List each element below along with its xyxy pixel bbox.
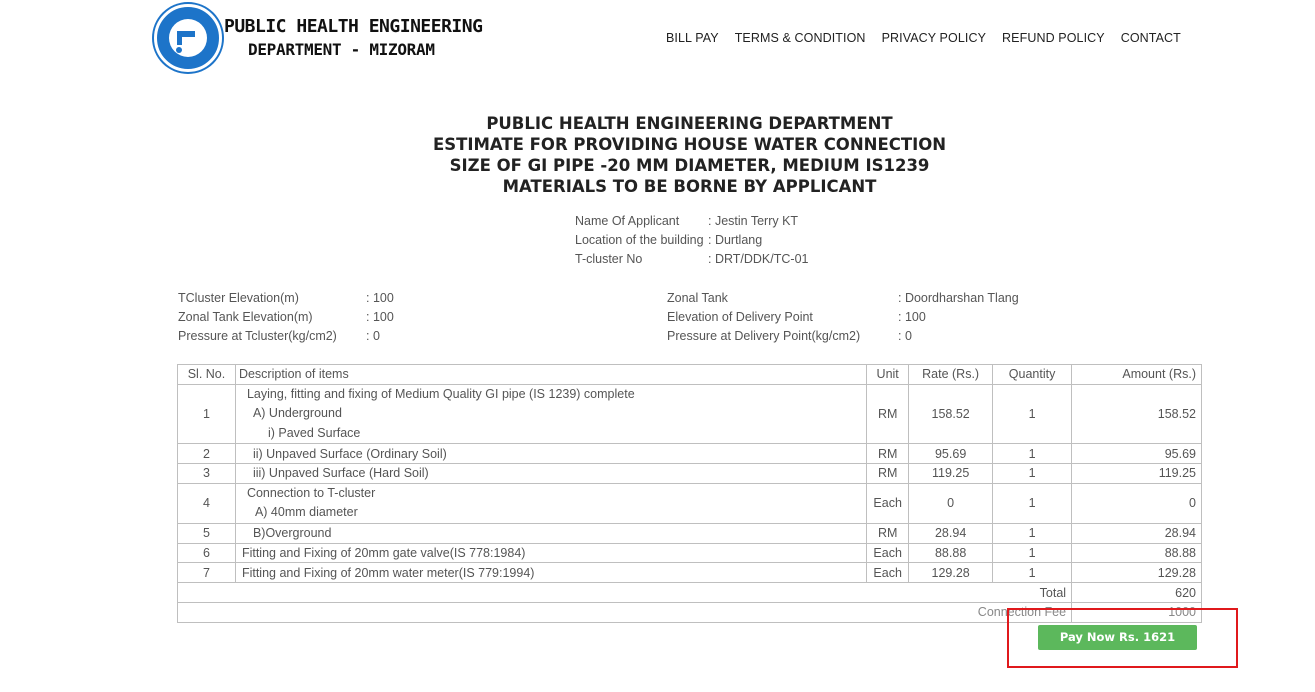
cell-description: Fitting and Fixing of 20mm gate valve(IS 778:1984): [235, 543, 866, 563]
desc-line: Laying, fitting and fixing of Medium Quality GI pipe (IS 1239) complete: [246, 386, 635, 401]
zonal-tank-label: Zonal Tank: [667, 291, 728, 305]
title-line-3: SIZE OF GI PIPE -20 MM DIAMETER, MEDIUM IS1239: [449, 156, 930, 175]
pay-now-button[interactable]: Pay Now Rs. 1621: [1038, 625, 1197, 650]
zonal-tank-elevation-label: Zonal Tank Elevation(m): [178, 310, 313, 324]
nav-contact[interactable]: CONTACT: [1120, 31, 1181, 45]
col-rate: Rate (Rs.): [909, 365, 993, 385]
table-row: [178, 464, 1202, 484]
location-value: : Durtlang: [708, 233, 763, 247]
estimate-table: [177, 364, 1202, 623]
cell-quantity: 1: [993, 483, 1072, 523]
nav-refund[interactable]: REFUND POLICY: [1002, 31, 1105, 45]
cell-amount: 0: [1072, 483, 1202, 523]
cell-sl: 7: [178, 563, 236, 583]
table-row: [178, 384, 1202, 444]
delivery-elevation-value: : 100: [898, 310, 926, 324]
cell-sl: 3: [178, 464, 236, 484]
title-line-4: MATERIALS TO BE BORNE BY APPLICANT: [502, 177, 877, 196]
cell-sl: 4: [178, 483, 236, 523]
location-label: Location of the building: [575, 233, 704, 247]
cell-sl: 1: [178, 384, 236, 444]
estimate-title: [0, 113, 1315, 197]
cell-unit: Each: [867, 543, 909, 563]
zonal-tank-value: : Doordharshan Tlang: [898, 291, 1019, 305]
phed-seal-icon: [154, 4, 222, 72]
cell-rate: 28.94: [909, 523, 993, 543]
cell-quantity: 1: [993, 464, 1072, 484]
cell-sl: 5: [178, 523, 236, 543]
cell-unit: Each: [867, 563, 909, 583]
cell-description: ii) Unpaved Surface (Ordinary Soil): [235, 444, 866, 464]
cell-quantity: 1: [993, 563, 1072, 583]
cell-description: Fitting and Fixing of 20mm water meter(IS 779:1994): [235, 563, 866, 583]
table-row: [178, 543, 1202, 563]
nav-terms[interactable]: TERMS & CONDITION: [734, 31, 866, 45]
delivery-pressure-value: : 0: [898, 329, 912, 343]
cell-description: iii) Unpaved Surface (Hard Soil): [235, 464, 866, 484]
cell-amount: 119.25: [1072, 464, 1202, 484]
col-unit: Unit: [867, 365, 909, 385]
title-line-2: ESTIMATE FOR PROVIDING HOUSE WATER CONNECTION: [432, 135, 947, 154]
cell-unit: RM: [867, 523, 909, 543]
desc-line: i) Paved Surface: [267, 425, 361, 440]
cell-rate: 0: [909, 483, 993, 523]
cell-rate: 95.69: [909, 444, 993, 464]
total-value: 620: [1072, 583, 1202, 603]
col-sl: Sl. No.: [178, 365, 236, 385]
applicant-info: [575, 212, 808, 269]
cell-quantity: 1: [993, 384, 1072, 444]
tcluster-elevation-value: : 100: [366, 291, 394, 305]
title-line-1: PUBLIC HEALTH ENGINEERING DEPARTMENT: [486, 114, 893, 133]
connection-fee-value: 1000: [1072, 603, 1202, 623]
nav-bill-pay[interactable]: BILL PAY: [666, 31, 719, 45]
desc-line: A) 40mm diameter: [254, 505, 358, 520]
cell-amount: 129.28: [1072, 563, 1202, 583]
cell-sl: 6: [178, 543, 236, 563]
connection-fee-row: [178, 603, 1202, 623]
col-quantity: Quantity: [993, 365, 1072, 385]
desc-line: A) Underground: [252, 406, 342, 421]
cell-quantity: 1: [993, 444, 1072, 464]
total-label: Total: [178, 583, 1072, 603]
tcluster-label: T-cluster No: [575, 252, 643, 266]
col-description: Description of items: [235, 365, 866, 385]
logo-line-1: PUBLIC HEALTH ENGINEERING: [224, 16, 483, 37]
delivery-elevation-label: Elevation of Delivery Point: [667, 310, 813, 324]
cell-sl: 2: [178, 444, 236, 464]
desc-line: Connection to T-cluster: [246, 485, 376, 500]
zonal-tank-elevation-value: : 100: [366, 310, 394, 324]
cell-quantity: 1: [993, 523, 1072, 543]
site-header: [0, 0, 1280, 80]
tcluster-pressure-value: : 0: [366, 329, 380, 343]
cell-quantity: 1: [993, 543, 1072, 563]
tcluster-value: : DRT/DDK/TC-01: [708, 252, 809, 266]
cell-rate: 88.88: [909, 543, 993, 563]
cell-amount: 158.52: [1072, 384, 1202, 444]
cell-description: [235, 483, 866, 523]
cell-unit: Each: [867, 483, 909, 523]
tcluster-pressure-label: Pressure at Tcluster(kg/cm2): [178, 329, 337, 343]
connection-fee-label: Connection Fee: [178, 603, 1072, 623]
applicant-name-value: : Jestin Terry KT: [708, 214, 799, 228]
cell-rate: 158.52: [909, 384, 993, 444]
cell-unit: RM: [867, 444, 909, 464]
elevation-info-left: [178, 289, 394, 346]
table-row: [178, 523, 1202, 543]
table-row: [178, 563, 1202, 583]
cell-unit: RM: [867, 464, 909, 484]
logo-line-2: DEPARTMENT - MIZORAM: [248, 40, 435, 59]
logo-text: [224, 15, 482, 61]
cell-description: [235, 384, 866, 444]
logo[interactable]: [154, 4, 482, 72]
col-amount: Amount (Rs.): [1072, 365, 1202, 385]
tcluster-elevation-label: TCluster Elevation(m): [178, 291, 299, 305]
nav-privacy[interactable]: PRIVACY POLICY: [881, 31, 987, 45]
main-nav: [666, 31, 1197, 45]
cell-description: B)Overground: [235, 523, 866, 543]
delivery-pressure-label: Pressure at Delivery Point(kg/cm2): [667, 329, 861, 343]
table-row: [178, 483, 1202, 523]
cell-unit: RM: [867, 384, 909, 444]
cell-amount: 88.88: [1072, 543, 1202, 563]
table-row: [178, 444, 1202, 464]
cell-rate: 129.28: [909, 563, 993, 583]
elevation-info-right: [667, 289, 1019, 346]
applicant-name-label: Name Of Applicant: [575, 214, 680, 228]
cell-rate: 119.25: [909, 464, 993, 484]
table-header-row: [178, 365, 1202, 385]
cell-amount: 95.69: [1072, 444, 1202, 464]
total-row: [178, 583, 1202, 603]
cell-amount: 28.94: [1072, 523, 1202, 543]
